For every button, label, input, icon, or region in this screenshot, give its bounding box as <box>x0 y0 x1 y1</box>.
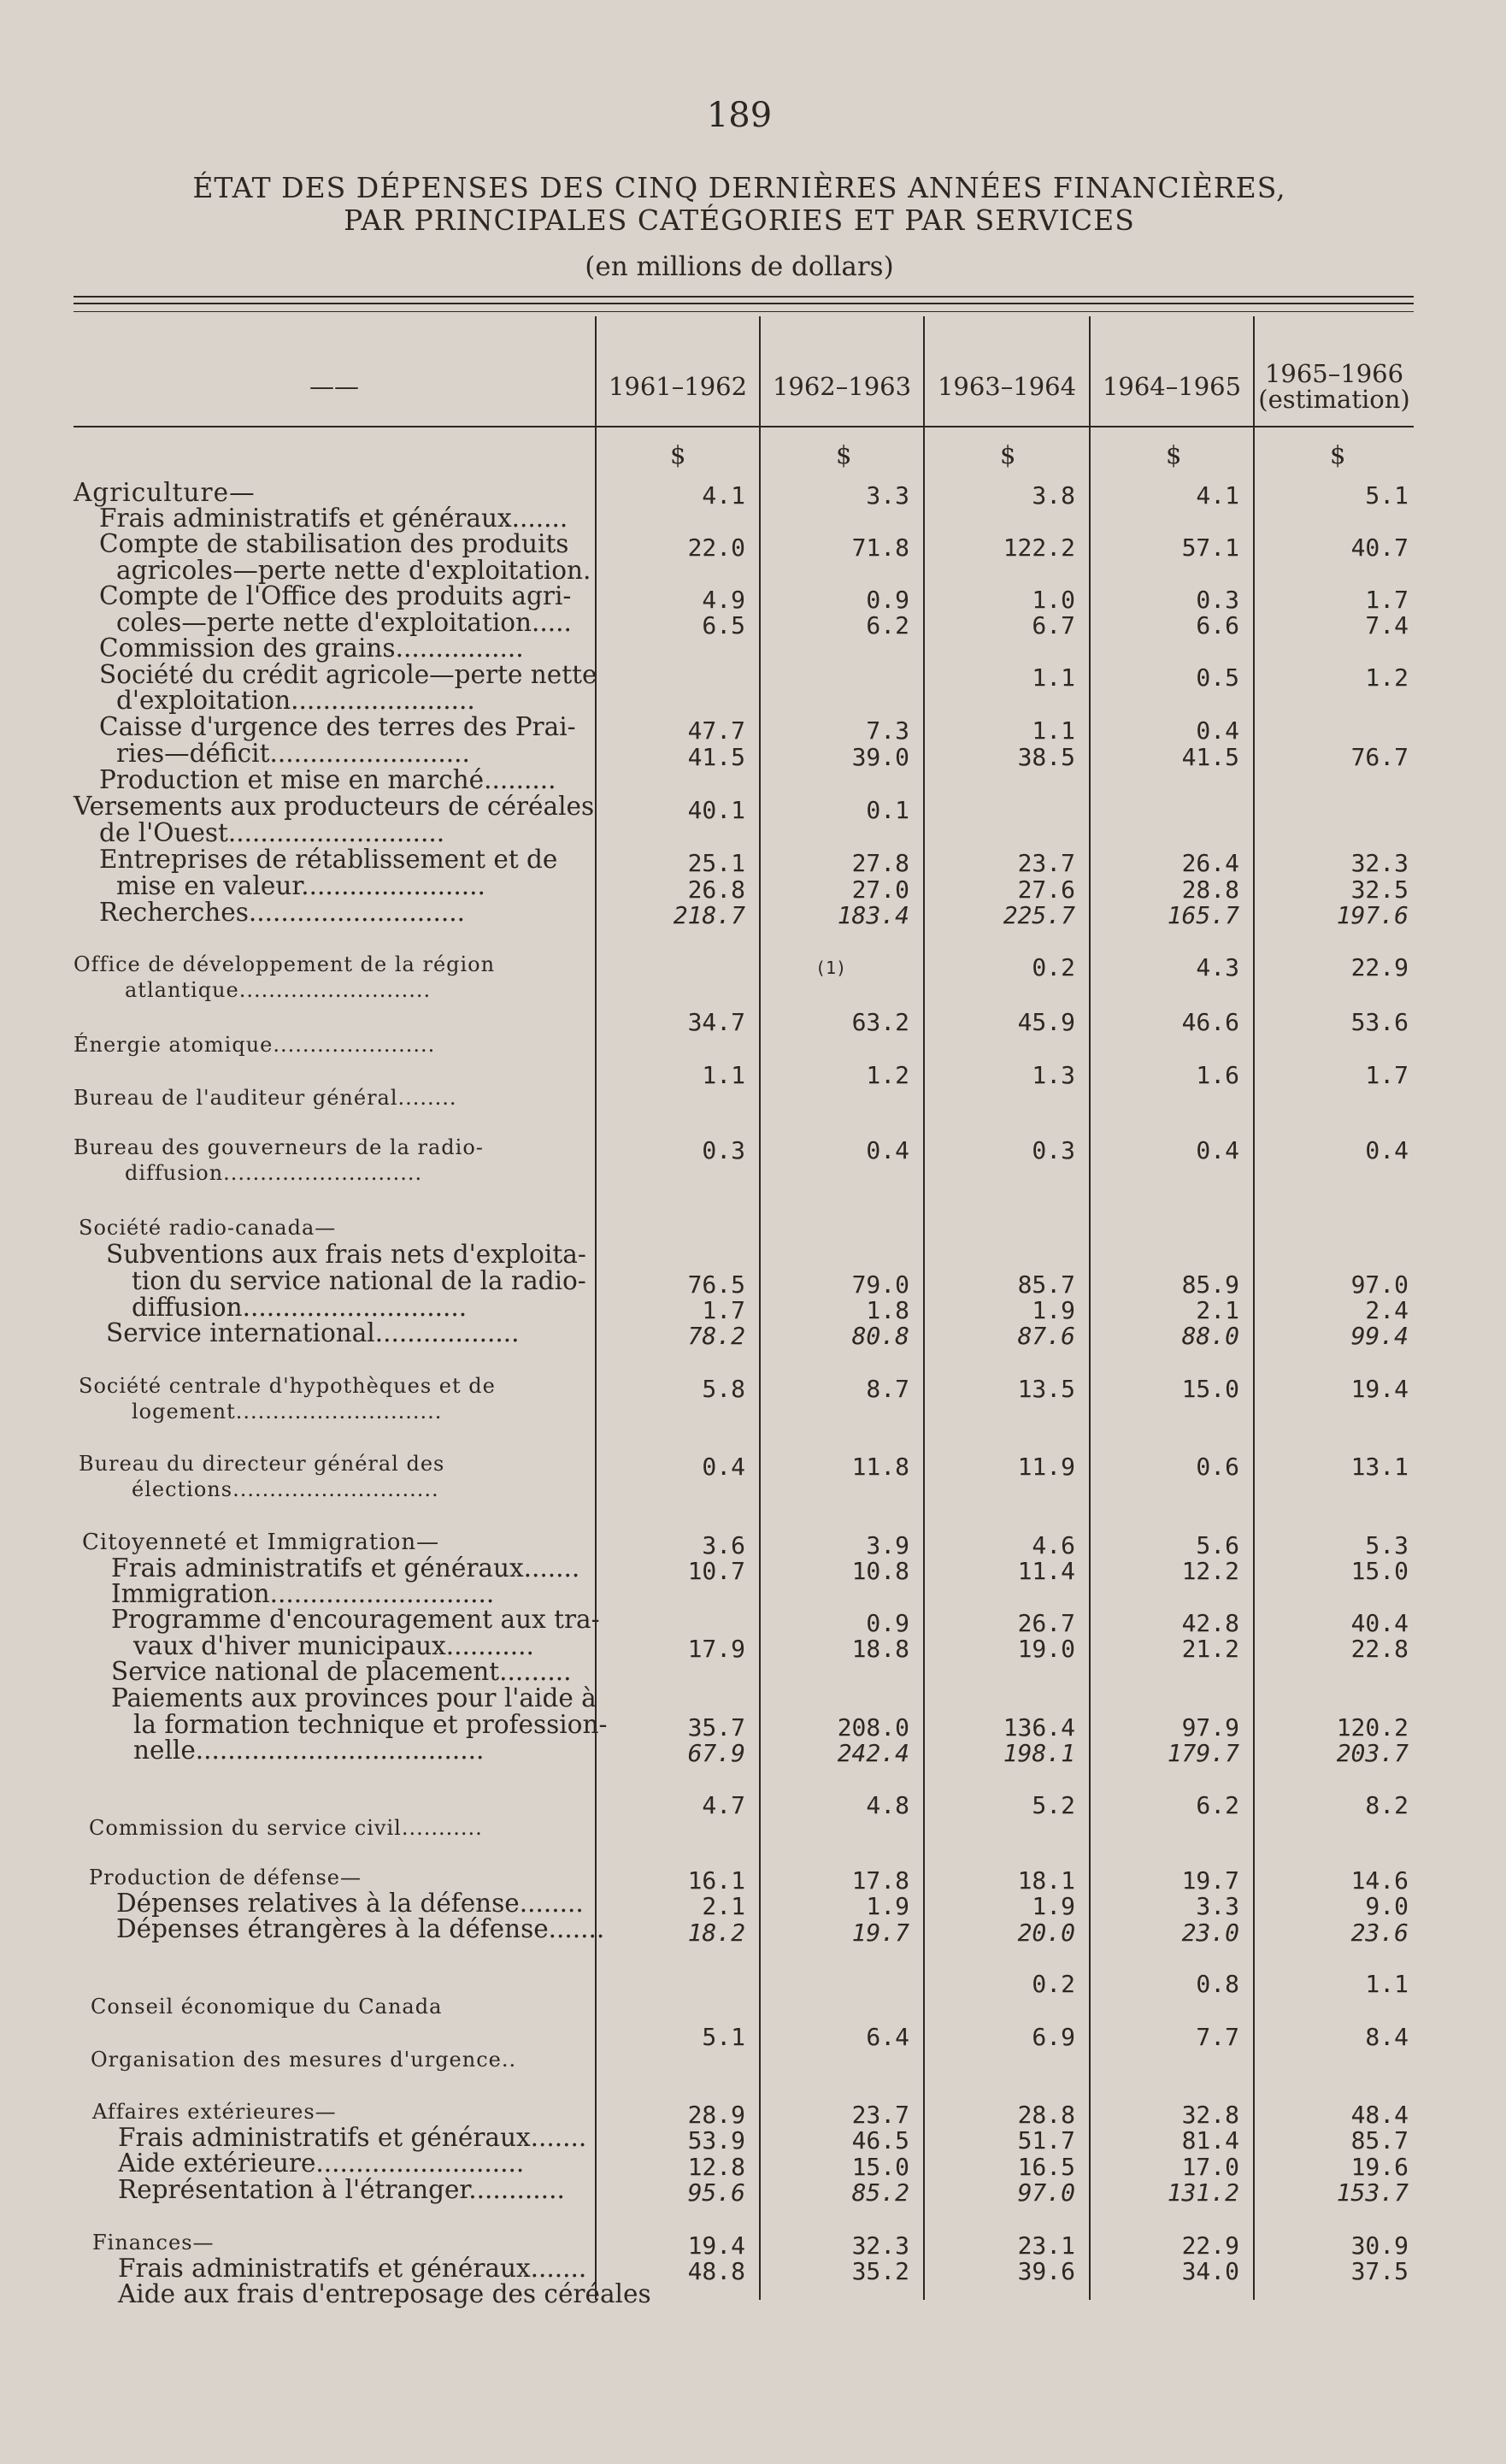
value-cell: 4.8 <box>866 1791 909 1819</box>
value-cell: 23.7 <box>851 2101 909 2129</box>
value-cell: 1.2 <box>1365 663 1409 692</box>
value-cell: 45.9 <box>1017 1008 1075 1036</box>
value-cell: 42.8 <box>1181 1609 1239 1637</box>
value-cell: 10.7 <box>687 1557 745 1585</box>
section-heading: Production de défense— <box>89 1866 362 1889</box>
header-1963-1964: 1963–1964 <box>937 371 1077 401</box>
section-heading: Organisation des mesures d'urgence.. <box>91 2048 517 2072</box>
value-cell: 40.1 <box>687 796 745 824</box>
top-rule <box>74 296 1414 298</box>
value-cell: 7.4 <box>1365 611 1409 640</box>
value-cell: 15.0 <box>1350 1557 1409 1585</box>
row-label: Service national de placement......... <box>111 1657 572 1686</box>
page-title: ÉTAT DES DÉPENSES DES CINQ DERNIÈRES ANNÉES FINANCIÈRES, <box>192 171 1286 204</box>
value-cell: 12.2 <box>1181 1557 1239 1585</box>
header-1965-1966-year: 1965–1966 <box>1264 358 1404 388</box>
page-number: 189 <box>706 96 773 135</box>
value-cell: 19.4 <box>687 2231 745 2260</box>
subtotal-cell: 95.6 <box>687 2178 745 2207</box>
value-cell: 1.1 <box>1032 663 1075 692</box>
subtotal-cell: 19.7 <box>851 1919 909 1947</box>
value-cell: 38.5 <box>1017 743 1075 771</box>
row-label: Aide aux frais d'entreposage des céréales <box>118 2279 651 2308</box>
value-cell: 2.1 <box>1196 1296 1239 1324</box>
value-cell: 16.1 <box>687 1866 745 1895</box>
value-cell: 1.2 <box>866 1061 909 1089</box>
value-cell: 122.2 <box>1003 533 1075 562</box>
row-label: Frais administratifs et généraux....... <box>111 1553 580 1583</box>
row-label: coles—perte nette d'exploitation..... <box>116 608 572 637</box>
value-cell: 11.4 <box>1017 1557 1075 1585</box>
subtotal-cell: 131.2 <box>1167 2178 1239 2207</box>
value-cell: 4.1 <box>1196 481 1239 510</box>
subtotal-cell: 87.6 <box>1017 1322 1075 1350</box>
value-cell: (1) <box>815 958 847 978</box>
row-label: agricoles—perte nette d'exploitation. <box>116 556 591 585</box>
section-heading: Société radio-canada— <box>79 1216 337 1240</box>
value-cell: 40.7 <box>1350 533 1409 562</box>
section-heading: Énergie atomique...................... <box>74 1033 436 1057</box>
row-label: Société du crédit agricole—perte nette <box>99 660 597 689</box>
value-cell: 19.7 <box>1181 1866 1239 1895</box>
value-cell: 35.2 <box>851 2257 909 2285</box>
value-cell: 5.1 <box>1365 481 1409 510</box>
subtotal-cell: 85.2 <box>851 2178 909 2207</box>
value-cell: 5.3 <box>1365 1531 1409 1559</box>
value-cell: 57.1 <box>1181 533 1239 562</box>
value-cell: 15.0 <box>851 2153 909 2181</box>
value-cell: 39.0 <box>851 743 909 771</box>
section-heading: Bureau de l'auditeur général........ <box>74 1086 457 1110</box>
value-cell: 3.6 <box>702 1531 745 1559</box>
value-cell: 19.4 <box>1350 1375 1409 1403</box>
subtotal-cell: 23.0 <box>1181 1919 1239 1947</box>
value-cell: 208.0 <box>837 1713 909 1742</box>
value-cell: 81.4 <box>1181 2126 1239 2155</box>
value-cell: 2.1 <box>702 1892 745 1920</box>
subtotal-cell: 99.4 <box>1350 1322 1409 1350</box>
row-label: diffusion............................ <box>132 1293 468 1322</box>
value-cell: 15.0 <box>1181 1375 1239 1403</box>
value-cell: 1.9 <box>866 1892 909 1920</box>
value-cell: 28.9 <box>687 2101 745 2129</box>
value-cell: 34.7 <box>687 1008 745 1036</box>
section-heading: Conseil économique du Canada <box>91 1995 443 2019</box>
row-label: ries—déficit......................... <box>116 739 470 768</box>
subtotal-cell: 218.7 <box>673 901 745 929</box>
header-1962-1963: 1962–1963 <box>772 371 912 401</box>
dollar-sign: $ <box>836 440 852 469</box>
value-cell: 1.7 <box>702 1296 745 1324</box>
value-cell: 3.8 <box>1032 481 1075 510</box>
subtotal-cell: 183.4 <box>837 901 909 929</box>
value-cell: 22.9 <box>1350 953 1409 981</box>
value-cell: 21.2 <box>1181 1635 1239 1663</box>
value-cell: 0.6 <box>1196 1453 1239 1481</box>
header-estimation: (estimation) <box>1258 385 1410 414</box>
value-cell: 1.8 <box>866 1296 909 1324</box>
value-cell: 35.7 <box>687 1713 745 1742</box>
value-cell: 14.6 <box>1350 1866 1409 1895</box>
row-label: Dépenses étrangères à la défense....... <box>116 1914 605 1943</box>
value-cell: 7.7 <box>1196 2023 1239 2051</box>
subtotal-cell: 165.7 <box>1167 901 1239 929</box>
top-rule-3 <box>74 311 1414 312</box>
column-divider <box>1253 316 1255 2300</box>
row-label: Subventions aux frais nets d'exploita- <box>106 1240 586 1269</box>
value-cell: 6.4 <box>866 2023 909 2051</box>
row-label: tion du service national de la radio- <box>132 1266 586 1295</box>
row-label: vaux d'hiver municipaux........... <box>133 1631 534 1660</box>
subtotal-cell: 225.7 <box>1003 901 1075 929</box>
subtotal-cell: 198.1 <box>1003 1739 1075 1767</box>
value-cell: 3.3 <box>866 481 909 510</box>
value-cell: 0.4 <box>866 1136 909 1164</box>
value-cell: 46.6 <box>1181 1008 1239 1036</box>
row-label: Entreprises de rétablissement et de <box>99 845 558 874</box>
subtotal-cell: 18.2 <box>687 1919 745 1947</box>
section-heading: Société centrale d'hypothèques et de <box>79 1374 496 1398</box>
row-label: Frais administratifs et généraux....... <box>118 2123 587 2152</box>
value-cell: 1.1 <box>1365 1970 1409 1998</box>
row-label: Paiements aux provinces pour l'aide à <box>111 1683 597 1712</box>
value-cell: 27.0 <box>851 875 909 904</box>
value-cell: 0.4 <box>1196 716 1239 745</box>
value-cell: 5.8 <box>702 1375 745 1403</box>
value-cell: 4.1 <box>702 481 745 510</box>
value-cell: 97.0 <box>1350 1270 1409 1299</box>
value-cell: 19.6 <box>1350 2153 1409 2181</box>
section-heading: Agriculture— <box>74 478 256 507</box>
subtotal-cell: 197.6 <box>1336 901 1409 929</box>
top-rule-2 <box>74 303 1414 304</box>
value-cell: 97.9 <box>1181 1713 1239 1742</box>
value-cell: 41.5 <box>1181 743 1239 771</box>
value-cell: 8.2 <box>1365 1791 1409 1819</box>
column-divider <box>595 316 597 2300</box>
value-cell: 26.7 <box>1017 1609 1075 1637</box>
row-label: Programme d'encouragement aux tra- <box>111 1605 600 1634</box>
value-cell: 0.4 <box>702 1453 745 1481</box>
value-cell: 48.4 <box>1350 2101 1409 2129</box>
section-heading: Office de développement de la région <box>74 952 496 976</box>
value-cell: 0.4 <box>1196 1136 1239 1164</box>
value-cell: 27.6 <box>1017 875 1075 904</box>
value-cell: 22.8 <box>1350 1635 1409 1663</box>
value-cell: 51.7 <box>1017 2126 1075 2155</box>
header-label: —— <box>309 371 359 401</box>
row-label: Frais administratifs et généraux....... <box>99 504 568 533</box>
value-cell: 6.5 <box>702 611 745 640</box>
value-cell: 18.1 <box>1017 1866 1075 1895</box>
value-cell: 63.2 <box>851 1008 909 1036</box>
dollar-sign: $ <box>1330 440 1346 469</box>
value-cell: 23.7 <box>1017 849 1075 877</box>
value-cell: 12.8 <box>687 2153 745 2181</box>
value-cell: 53.6 <box>1350 1008 1409 1036</box>
value-cell: 85.7 <box>1350 2126 1409 2155</box>
subtotal-cell: 97.0 <box>1017 2178 1075 2207</box>
value-cell: 34.0 <box>1181 2257 1239 2285</box>
value-cell: 4.9 <box>702 586 745 614</box>
value-cell: 27.8 <box>851 849 909 877</box>
value-cell: 16.5 <box>1017 2153 1075 2181</box>
value-cell: 3.9 <box>866 1531 909 1559</box>
value-cell: 5.6 <box>1196 1531 1239 1559</box>
value-cell: 18.8 <box>851 1635 909 1663</box>
value-cell: 0.2 <box>1032 1970 1075 1998</box>
value-cell: 17.8 <box>851 1866 909 1895</box>
value-cell: 76.5 <box>687 1270 745 1299</box>
value-cell: 3.3 <box>1196 1892 1239 1920</box>
value-cell: 0.9 <box>866 1609 909 1637</box>
value-cell: 30.9 <box>1350 2231 1409 2260</box>
value-cell: 17.0 <box>1181 2153 1239 2181</box>
row-label: Représentation à l'étranger............ <box>118 2175 565 2204</box>
value-cell: 1.1 <box>1032 716 1075 745</box>
row-label: Caisse d'urgence des terres des Prai- <box>99 712 576 741</box>
value-cell: 1.7 <box>1365 586 1409 614</box>
value-cell: 1.0 <box>1032 586 1075 614</box>
value-cell: 0.3 <box>702 1136 745 1164</box>
value-cell: 32.3 <box>851 2231 909 2260</box>
value-cell: 22.0 <box>687 533 745 562</box>
dollar-sign: $ <box>1166 440 1182 469</box>
value-cell: 1.6 <box>1196 1061 1239 1089</box>
value-cell: 25.1 <box>687 849 745 877</box>
value-cell: 6.2 <box>866 611 909 640</box>
value-cell: 6.2 <box>1196 1791 1239 1819</box>
value-cell: 32.5 <box>1350 875 1409 904</box>
value-cell: 28.8 <box>1017 2101 1075 2129</box>
value-cell: 13.5 <box>1017 1375 1075 1403</box>
value-cell: 6.6 <box>1196 611 1239 640</box>
value-cell: 48.8 <box>687 2257 745 2285</box>
section-heading: élections............................ <box>132 1477 439 1501</box>
value-cell: 53.9 <box>687 2126 745 2155</box>
value-cell: 120.2 <box>1336 1713 1409 1742</box>
header-1961-1962: 1961–1962 <box>608 371 748 401</box>
value-cell: 32.8 <box>1181 2101 1239 2129</box>
value-cell: 37.5 <box>1350 2257 1409 2285</box>
value-cell: 6.9 <box>1032 2023 1075 2051</box>
value-cell: 1.3 <box>1032 1061 1075 1089</box>
subtotal-cell: 179.7 <box>1167 1739 1239 1767</box>
page-title-line2: PAR PRINCIPALES CATÉGORIES ET PAR SERVICES <box>344 203 1135 237</box>
section-heading: Bureau des gouverneurs de la radio- <box>74 1135 484 1159</box>
header-1965-1966 <box>1255 345 1414 427</box>
value-cell: 8.7 <box>866 1375 909 1403</box>
subtotal-cell: 88.0 <box>1181 1322 1239 1350</box>
value-cell: 41.5 <box>687 743 745 771</box>
header-1964-1965: 1964–1965 <box>1102 371 1242 401</box>
dollar-sign: $ <box>1000 440 1016 469</box>
value-cell: 1.1 <box>702 1061 745 1089</box>
value-cell: 1.7 <box>1365 1061 1409 1089</box>
value-cell: 0.8 <box>1196 1970 1239 1998</box>
value-cell: 1.9 <box>1032 1892 1075 1920</box>
page-subtitle: (en millions de dollars) <box>585 251 894 282</box>
section-heading: Commission du service civil........... <box>89 1816 483 1840</box>
subtotal-cell: 80.8 <box>851 1322 909 1350</box>
value-cell: 0.1 <box>866 796 909 824</box>
row-label: Versements aux producteurs de céréales <box>74 792 595 821</box>
row-label: de l'Ouest........................... <box>99 818 445 847</box>
value-cell: 39.6 <box>1017 2257 1075 2285</box>
value-cell: 9.0 <box>1365 1892 1409 1920</box>
value-cell: 23.1 <box>1017 2231 1075 2260</box>
row-label: Production et mise en marché......... <box>99 765 556 794</box>
subtotal-cell: 23.6 <box>1350 1919 1409 1947</box>
row-label: d'exploitation....................... <box>116 686 475 715</box>
value-cell: 0.3 <box>1032 1136 1075 1164</box>
value-cell: 5.1 <box>702 2023 745 2051</box>
value-cell: 5.2 <box>1032 1791 1075 1819</box>
value-cell: 10.8 <box>851 1557 909 1585</box>
section-heading: Citoyenneté et Immigration— <box>82 1530 440 1555</box>
value-cell: 4.7 <box>702 1791 745 1819</box>
value-cell: 22.9 <box>1181 2231 1239 2260</box>
value-cell: 1.9 <box>1032 1296 1075 1324</box>
value-cell: 6.7 <box>1032 611 1075 640</box>
value-cell: 40.4 <box>1350 1609 1409 1637</box>
value-cell: 47.7 <box>687 716 745 745</box>
value-cell: 71.8 <box>851 533 909 562</box>
row-label: nelle.................................... <box>133 1736 485 1765</box>
row-label: Aide extérieure.......................... <box>118 2149 525 2178</box>
row-label: Recherches........................... <box>99 898 466 927</box>
value-cell: 85.7 <box>1017 1270 1075 1299</box>
row-label: la formation technique et profession- <box>133 1710 608 1739</box>
column-divider <box>923 316 925 2300</box>
value-cell: 11.8 <box>851 1453 909 1481</box>
value-cell: 11.9 <box>1017 1453 1075 1481</box>
value-cell: 8.4 <box>1365 2023 1409 2051</box>
value-cell: 0.9 <box>866 586 909 614</box>
value-cell: 85.9 <box>1181 1270 1239 1299</box>
value-cell: 26.8 <box>687 875 745 904</box>
section-heading: Bureau du directeur général des <box>79 1452 445 1476</box>
value-cell: 4.6 <box>1032 1531 1075 1559</box>
value-cell: 28.8 <box>1181 875 1239 904</box>
value-cell: 0.5 <box>1196 663 1239 692</box>
subtotal-cell: 67.9 <box>687 1739 745 1767</box>
column-divider <box>759 316 761 2300</box>
row-label: Commission des grains................ <box>99 634 524 663</box>
dollar-sign: $ <box>670 440 686 469</box>
subtotal-cell: 203.7 <box>1336 1739 1409 1767</box>
value-cell: 26.4 <box>1181 849 1239 877</box>
row-label: Frais administratifs et généraux....... <box>118 2254 587 2283</box>
value-cell: 17.9 <box>687 1635 745 1663</box>
row-label: mise en valeur....................... <box>116 871 485 900</box>
row-label: Compte de l'Office des produits agri- <box>99 581 572 610</box>
column-divider <box>1089 316 1091 2300</box>
value-cell: 76.7 <box>1350 743 1409 771</box>
value-cell: 0.4 <box>1365 1136 1409 1164</box>
section-heading: Affaires extérieures— <box>92 2100 337 2124</box>
section-heading: logement............................ <box>132 1400 443 1424</box>
section-heading: Finances— <box>92 2231 215 2255</box>
value-cell: 13.1 <box>1350 1453 1409 1481</box>
subtotal-cell: 242.4 <box>837 1739 909 1767</box>
value-cell: 4.3 <box>1196 953 1239 981</box>
value-cell: 136.4 <box>1003 1713 1075 1742</box>
row-label: Compte de stabilisation des produits <box>99 529 569 558</box>
section-heading: atlantique.......................... <box>125 978 432 1002</box>
value-cell: 19.0 <box>1017 1635 1075 1663</box>
row-label: Immigration............................ <box>111 1579 495 1608</box>
row-label: Dépenses relatives à la défense........ <box>116 1889 584 1918</box>
value-cell: 79.0 <box>851 1270 909 1299</box>
row-label: Service international.................. <box>106 1318 520 1347</box>
value-cell: 7.3 <box>866 716 909 745</box>
value-cell: 32.3 <box>1350 849 1409 877</box>
subtotal-cell: 153.7 <box>1336 2178 1409 2207</box>
section-heading: diffusion........................... <box>125 1161 423 1185</box>
subtotal-cell: 78.2 <box>687 1322 745 1350</box>
value-cell: 0.3 <box>1196 586 1239 614</box>
value-cell: 2.4 <box>1365 1296 1409 1324</box>
value-cell: 0.2 <box>1032 953 1075 981</box>
value-cell: 46.5 <box>851 2126 909 2155</box>
subtotal-cell: 20.0 <box>1017 1919 1075 1947</box>
